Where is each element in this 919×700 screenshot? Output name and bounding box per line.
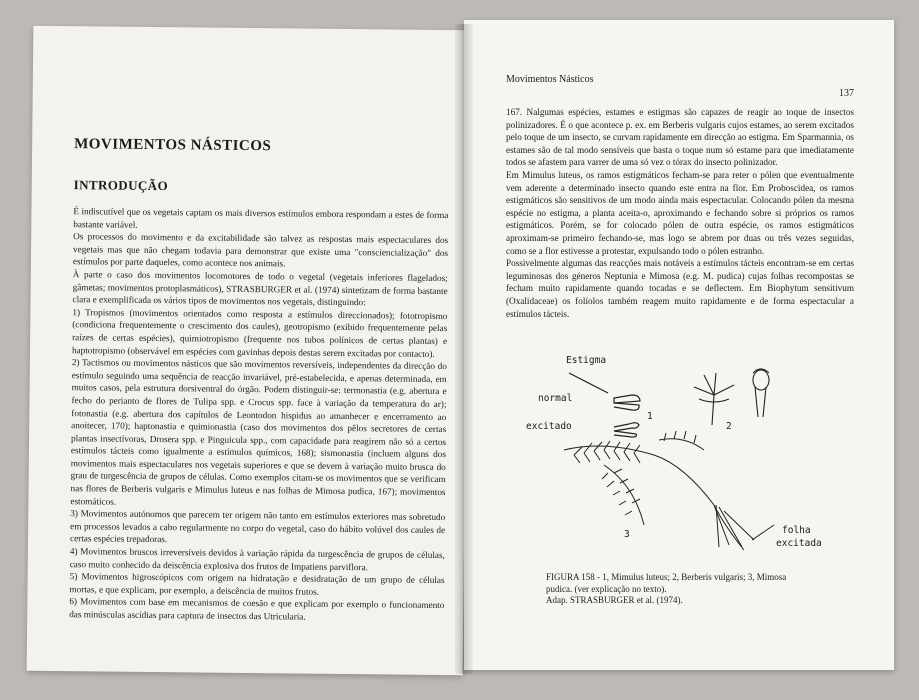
- figure-158: [526, 355, 834, 595]
- label-estigma: Estigma: [566, 355, 607, 366]
- caption-line: FIGURA 158 - 1, Mimulus luteus; 2, Berberis vulgaris; 3, Mimosa: [546, 572, 787, 582]
- figure-caption: [546, 572, 846, 607]
- paragraph: Possivelmente algumas das reacções mais notáveis a estímulos tácteis encontram-se em certas leguminosas dos géneros Neptunia e Mimosa (e.g. M. pudica) cujas folhas recompostas se fecham muito rapidamente quando tocadas e se deflectem. Em Biophytum sensitivum (Oxalidaceae) os folíolos também reagem muito rapidamente e de forma espectacular a estímulos tácteis.: [506, 258, 854, 319]
- chapter-title: MOVIMENTOS NÁSTICOS: [74, 136, 272, 155]
- left-page: [27, 26, 470, 676]
- paragraph: À parte o caso dos movimentos locomotores de todo o vegetal (vegetais inferiores flagelados; gâmetas; movimentos protoplasmáticos), STRASBURGER et al. (1974) sintetizam de forma bastante clara e exemplificada os vários tipos de movimentos nos vegetais, distinguindo:: [72, 269, 448, 308]
- mimosa-plant: [564, 431, 774, 550]
- left-body-text: [69, 205, 448, 624]
- section-title: INTRODUÇÃO: [73, 177, 169, 194]
- paragraph: 5) Movimentos higroscópicos com origem na hidratação e desidratação de um grupo de células mortas, e que explicam, por exemplo, a deiscência de muitos frutos.: [69, 571, 445, 597]
- page-number: 137: [839, 88, 854, 99]
- figure-number-3: 3: [624, 529, 630, 540]
- paragraph: 2) Tactismos ou movimentos násticos que são movimentos reversíveis, independentes da direcção do estímulo seguindo uma sequência de reacção invariável, pré-estabelecida, e apenas determinada, em muitos casos, pela estrutura dorsiventral do órgão. Podem distinguir-se: termonastia (e.g. abertura e fecho do perianto de flores de Tulipa spp. e Crocus spp. face à variação da temperatura do ar); fotonastia (e.g. abertura dos capítulos de Leontodon hispidus ao amanhecer e encerramento ao anoitecer, 170); haptonastia e quimionastia (caso dos movimentos dos pêlos secretores de certas plantas insectívoras, Drosera spp. e Pinguicula spp., com capacidade para reagirem não só a certos estímulos tácteis como igualmente a estímulos químicos, 168); sismonastia (incluem alguns dos movimentos mais espectaculares nos vegetais superiores e que se devem à variação muito brusca do grau de turgescência de grupos de células. Como exemplos citam-se os movimentos que se verificam nas flores de Berberis vulgaris e Mimulus luteus e nas folhas de Mimosa pudica, 167); movimentos estomáticos.: [70, 357, 447, 507]
- stigma-diagram: [569, 373, 640, 437]
- figure-number-1: 1: [647, 411, 653, 422]
- running-head: Movimentos Násticos: [506, 74, 594, 85]
- paragraph: 3) Movimentos autónomos que parecem ter origem não tanto em estímulos exteriores mas sobretudo em processos levados a cabo regularmente no corpo do vegetal, caso do hábito volúvel dos caules de certas espécies trepadoras.: [69, 508, 446, 545]
- paragraph: Em Mimulus luteus, os ramos estigmáticos fecham-se para reter o pólen que eventualmente vem aderente a determinado insecto quando este entra na flor. Em Proboscidea, os ramos estigmáticos são sensitivos de um modo ainda mais espectacular. Colocando pólen da mesma espécie no estigma, a planta aceita-o, aproximando e fechando sobre si próprios os ramos estigmáticos. Porém, se for colocado pólen de outra espécie, os ramos estigmáticos aproximam-se primeiro fechando-se, mas logo se abrem por duas ou três vezes seguidas, como se a flor estivesse a protestar, expulsando todo o pólen estranho.: [506, 169, 854, 256]
- paragraph: Os processos do movimento e da excitabilidade são talvez as respostas mais espectaculares dos vegetais mas que não chegam todavia para demonstrar que existe uma "consciencialização" dos estímulos por parte daqueles, como acontece nos animais.: [72, 231, 449, 269]
- label-normal: normal: [538, 393, 573, 404]
- paragraph: 4) Movimentos bruscos irreversíveis devidos à variação rápida da turgescência de grupos de células, caso muito conhecido da deiscência explosiva dos frutos de Impatiens parviflora.: [69, 546, 445, 572]
- label-excitado: excitado: [526, 421, 572, 432]
- caption-line: pudica. (ver explicação no texto).: [546, 583, 667, 594]
- right-page-content: [506, 106, 854, 320]
- figure-number-2: 2: [726, 421, 732, 432]
- paragraph: 6) Movimentos com base em mecanismos de coesão e que explicam por exemplo o funcionamento das minúsculas ascídias para captura de insectos das Utricularia.: [69, 596, 445, 622]
- book-spine: [455, 24, 473, 674]
- paragraph: É indiscutível que os vegetais captam os mais diversos estímulos embora respondam a estes de forma bastante variável.: [73, 206, 449, 230]
- caption-line: Adap. STRASBURGER et al. (1974).: [546, 595, 683, 605]
- left-page-content: [69, 136, 449, 624]
- paragraph: 1) Tropismos (movimentos orientados como resposta a estímulos direccionados); fototropismo (condiciona frequentemente o crescimento dos caules), geotropismo (exibido frequentemente pelas raízes de certas espécies), quimiotropismo (frequente nos tubos polínicos de certas plantas) e haptotropismo (observável em espécies com gavinhas depois destas serem excitadas por contacto).: [71, 306, 448, 359]
- label-folha: folha: [782, 525, 811, 536]
- right-page: [464, 20, 894, 670]
- paragraph: 167. Nalgumas espécies, estames e estigmas são capazes de reagir ao toque de insectos polinizadores. É o que acontece p. ex. em Berberis vulgaris cujos estames, ao serem excitados pelo toque de um insecto, se curvam rapidamente em direcção ao estigma. Em Sparmannia, os estames são de tal modo sensíveis que basta o toque num só estame para que imediatamente todos se afastem para varrer de uma só vez o tórax do insecto polinizador.: [506, 107, 854, 168]
- label-excitada: excitada: [776, 538, 822, 549]
- berberis-flowers: [694, 369, 769, 425]
